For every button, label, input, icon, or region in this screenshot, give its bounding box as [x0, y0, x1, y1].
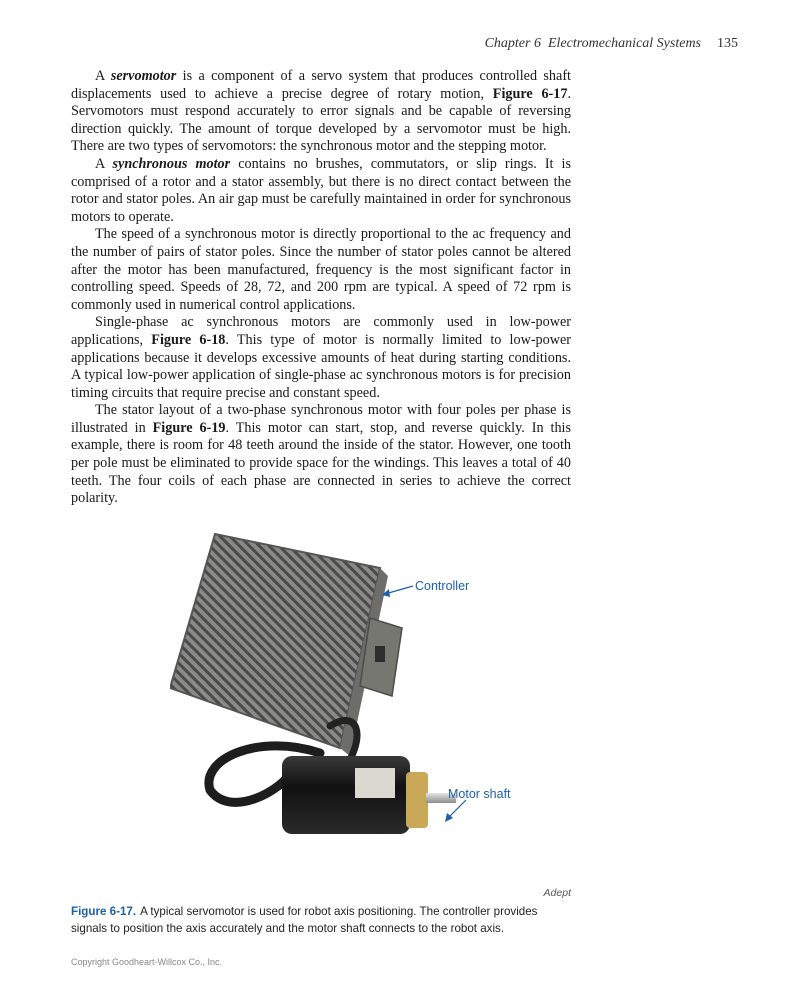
controller-port	[375, 646, 385, 662]
paragraph-single-phase: Single-phase ac synchronous motors are commonly used in low-power applications, Figure 6-18. This type of motor is normally limited to low-power applications because it develops excessive amounts of heat during starting conditions. A typical low-power application of single-phase ac synchronous motors is for precision timing circuits that require precise and constant speed.	[71, 314, 572, 401]
paragraph-synchronous-motor: A synchronous motor contains no brushes, commutators, or slip rings. It is comprised of a rotor and a stator assembly, but there is no direct contact between the rotor and stator poles. An air gap must be carefully maintained in order for synchronous motors to operate.	[71, 155, 571, 225]
servomotor-photo	[170, 528, 570, 858]
running-header	[485, 36, 738, 52]
figure-ref-6-19[interactable]: Figure 6-19	[152, 419, 226, 436]
photo-credit: Adept	[543, 887, 571, 899]
paragraph-servomotor: A servomotor is a component of a servo system that produces controlled shaft displacements used to achieve a precise degree of rotary motion, Figure 6-17. Servomotors must respond accurately to error signals and be capable of reversing direction quickly. The amount of torque developed by a servomotor must be high. There are two types of servomotors: the synchronous motor and the stepping motor.	[71, 68, 571, 155]
page-number: 135	[717, 36, 738, 51]
motor-shaft-callout: Motor shaft	[448, 787, 511, 801]
motor-endcap	[406, 772, 428, 828]
copyright-notice: Copyright Goodheart-Willcox Co., Inc.	[71, 957, 223, 967]
figure-ref-6-17[interactable]: Figure 6-17	[492, 85, 568, 102]
chapter-title: Electromechanical Systems	[547, 36, 701, 51]
paragraph-stator-layout: The stator layout of a two-phase synchronous motor with four poles per phase is illustrated in Figure 6-19. This motor can start, stop, and reverse quickly. In this example, there is room for 48 teeth around the inside of the stator. However, one tooth per pole must be eliminated to provide space for the windings. This leaves a total of 40 teeth. The four coils of each phase are connected in series to achieve the correct polarity.	[71, 402, 572, 507]
term-synchronous-motor: synchronous motor	[112, 155, 231, 172]
chapter-label: Chapter 6	[484, 36, 541, 51]
controller-callout: Controller	[415, 579, 470, 593]
term-servomotor: servomotor	[110, 68, 177, 84]
caption-text: A typical servomotor is used for robot axis positioning. The controller provides signals to position the axis accurately and the motor shaft connects to the robot axis.	[71, 905, 538, 935]
figure-caption	[71, 903, 576, 937]
paragraph-speed: The speed of a synchronous motor is directly proportional to the ac frequency and the number of pairs of stator poles. Since the number of stator poles cannot be altered after the motor has been manufactured, frequency is the most significant factor in controlling speed. Speeds of 28, 72, and 200 rpm are typical. A speed of 72 rpm is commonly used in numerical control applications.	[71, 226, 571, 313]
figure-number: Figure 6-17.	[71, 905, 137, 918]
figure-ref-6-18[interactable]: Figure 6-18	[151, 331, 226, 348]
body-text	[71, 68, 571, 508]
motor-label	[355, 768, 395, 798]
